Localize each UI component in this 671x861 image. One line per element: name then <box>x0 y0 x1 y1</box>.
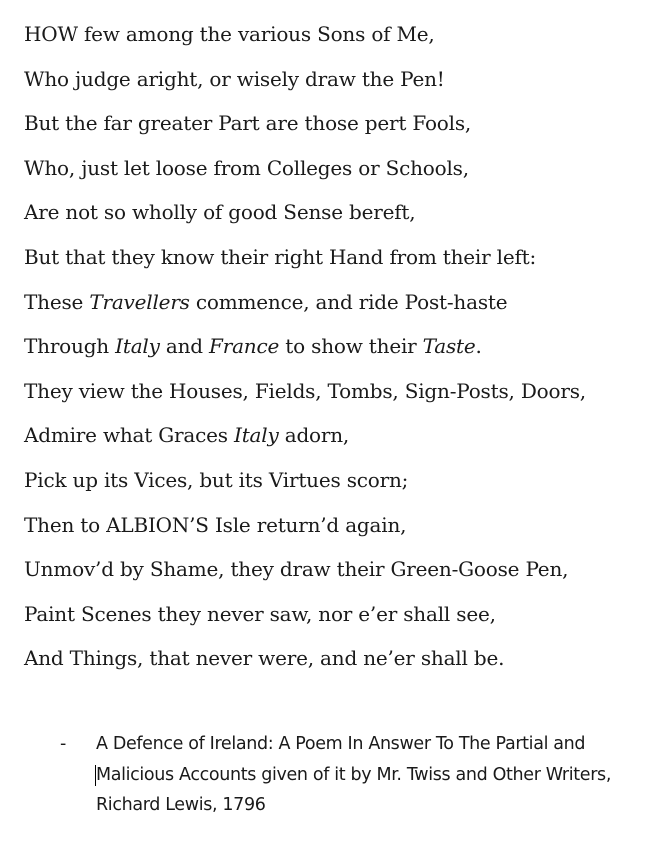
citation-bullet: - <box>60 734 66 754</box>
poem-text: Admire what Graces <box>24 423 234 448</box>
poem-text: Who judge aright, or wisely draw the Pen! <box>24 66 445 91</box>
poem-text: . <box>475 334 482 359</box>
poem-text: And Things, that never were, and ne’er shall be. <box>24 646 505 671</box>
poem-text: But that they know their right Hand from their left: <box>24 244 537 269</box>
poem-line <box>24 547 664 592</box>
poem-italic-text: France <box>209 334 280 359</box>
citation-line-with-caret[interactable] <box>96 760 671 791</box>
poem-text: commence, and ride Post-haste <box>189 289 508 314</box>
text-cursor-caret <box>95 765 96 786</box>
poem-text: They view the Houses, Fields, Tombs, Sign-Posts, Doors, <box>24 378 586 403</box>
poem-text: Then to ALBION’S Isle return’d again, <box>24 512 407 537</box>
poem-line <box>24 57 664 102</box>
poem-line <box>24 146 664 191</box>
poem-italic-text: Italy <box>115 334 160 359</box>
poem-text: Are not so wholly of good Sense bereft, <box>24 200 416 225</box>
poem-text: Through <box>24 334 116 359</box>
poem-line <box>24 280 664 325</box>
poem-line <box>24 369 664 414</box>
citation-text <box>96 729 671 821</box>
poem-text: and <box>159 334 210 359</box>
citation-line: Malicious Accounts given of it by Mr. Twiss and Other Writers, <box>96 764 612 785</box>
poem-text: Who, just let loose from Colleges or Schools, <box>24 155 469 180</box>
poem-text: Pick up its Vices, but its Virtues scorn; <box>24 467 409 492</box>
poem-line <box>24 101 664 146</box>
poem-italic-text: Travellers <box>89 289 190 314</box>
poem-text: Paint Scenes they never saw, nor e’er shall see, <box>24 601 496 626</box>
poem-italic-text: Taste <box>422 334 476 359</box>
poem-line <box>24 413 664 458</box>
poem-text: adorn, <box>278 423 350 448</box>
poem-text: to show their <box>279 334 423 359</box>
poem-line <box>24 458 664 503</box>
poem-text: HOW few among the various Sons of Me, <box>24 22 435 46</box>
poem-text: But the far greater Part are those pert Fools, <box>24 111 472 136</box>
poem-line <box>24 190 664 235</box>
poem-body <box>24 12 664 681</box>
poem-line <box>24 592 664 637</box>
poem-text: Unmov’d by Shame, they draw their Green-Goose Pen, <box>24 557 569 582</box>
poem-line <box>24 503 664 548</box>
poem-line <box>24 12 664 57</box>
poem-line <box>24 636 664 681</box>
poem-line <box>24 235 664 280</box>
citation-line: A Defence of Ireland: A Poem In Answer To The Partial and <box>96 734 586 754</box>
poem-line <box>24 324 664 369</box>
poem-text: These <box>24 289 90 314</box>
poem-italic-text: Italy <box>234 423 279 448</box>
citation-line: Richard Lewis, 1796 <box>96 795 266 815</box>
